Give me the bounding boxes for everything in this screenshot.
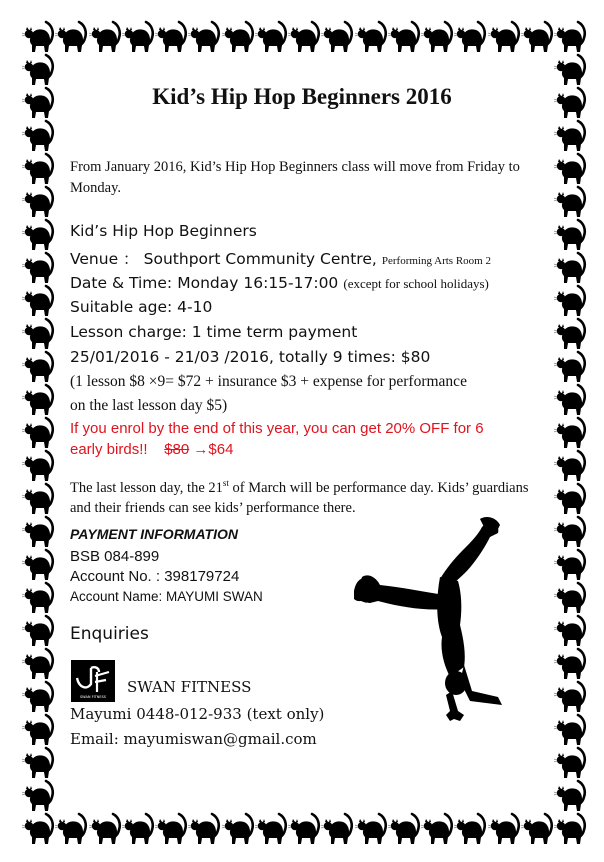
datetime-value: Monday 16:15-17:00 bbox=[177, 274, 339, 292]
business-name: SWAN FITNESS bbox=[127, 678, 252, 696]
contact-phone[interactable]: Mayumi 0448-012-933 (text only) bbox=[70, 705, 325, 723]
intro-paragraph: From January 2016, Kid’s Hip Hop Beginners class will move from Friday to Monday. bbox=[70, 159, 520, 196]
arrow-right-icon: → bbox=[193, 441, 209, 458]
suitable-age: Suitable age: 4-10 bbox=[70, 298, 213, 316]
promo-early-birds: early birds!! bbox=[70, 441, 148, 458]
dancer-silhouette-icon bbox=[340, 515, 510, 725]
venue-room: Performing Arts Room 2 bbox=[381, 255, 491, 267]
venue-line bbox=[70, 247, 491, 269]
datetime-label: Date & Time: bbox=[70, 274, 173, 292]
promo-line-2 bbox=[70, 441, 233, 458]
price-breakdown-2: on the last lesson day $5) bbox=[70, 397, 228, 414]
performance-paragraph bbox=[70, 473, 540, 518]
old-price: $80 bbox=[164, 441, 190, 458]
venue-label: Venue ： bbox=[70, 250, 139, 268]
datetime-note: (except for school holidays) bbox=[343, 276, 489, 291]
lesson-charge: Lesson charge: 1 time term payment bbox=[70, 323, 358, 341]
svg-text:SWAN FITNESS: SWAN FITNESS bbox=[79, 695, 107, 699]
performance-text-2: of March will be performance day. Kids’ guardians and their friends can see kids’ performance there. bbox=[70, 479, 529, 516]
ordinal-suffix: st bbox=[222, 478, 229, 488]
account-number: Account No. : 398179724 bbox=[70, 568, 240, 585]
promo-line-1: If you enrol by the end of this year, you can get 20% OFF for 6 bbox=[70, 420, 484, 437]
enquiries-heading: Enquiries bbox=[70, 624, 149, 644]
page-title: Kid’s Hip Hop Beginners 2016 bbox=[152, 84, 452, 109]
sf-logo-icon bbox=[71, 660, 115, 702]
bsb-number: BSB 084-899 bbox=[70, 548, 160, 565]
contact-email[interactable]: Email: mayumiswan@gmail.com bbox=[70, 730, 317, 748]
term-dates: 25/01/2016 - 21/03 /2016, totally 9 times: $80 bbox=[70, 348, 431, 366]
venue-value: Southport Community Centre, bbox=[143, 250, 377, 268]
datetime-line bbox=[70, 273, 489, 292]
new-price: $64 bbox=[208, 441, 234, 458]
swan-fitness-logo bbox=[71, 660, 115, 702]
performance-text-1: The last lesson day, the 21 bbox=[70, 479, 223, 496]
payment-heading: PAYMENT INFORMATION bbox=[70, 526, 238, 542]
price-breakdown-1: (1 lesson $8 ×9= $72 + insurance $3 + expense for performance bbox=[70, 373, 467, 390]
account-name: Account Name: MAYUMI SWAN bbox=[70, 589, 263, 604]
class-name: Kid’s Hip Hop Beginners bbox=[70, 222, 257, 240]
